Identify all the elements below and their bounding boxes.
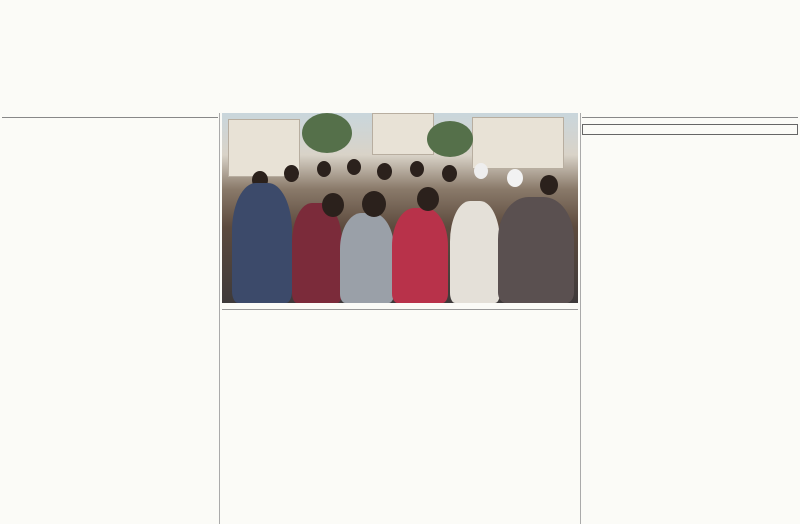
divider — [582, 117, 798, 118]
person-head — [322, 193, 344, 217]
photo-caption — [222, 306, 578, 310]
person-body — [498, 197, 574, 303]
person-body — [450, 201, 500, 303]
person-head — [284, 165, 299, 182]
person-body — [392, 208, 448, 303]
column-rule — [219, 113, 220, 524]
person-head — [377, 163, 392, 180]
person-head — [417, 187, 439, 211]
person-head — [410, 161, 424, 177]
boxed-text — [582, 124, 798, 135]
headline — [0, 0, 800, 112]
middle-column — [222, 113, 578, 524]
middle-subcolumn-2 — [403, 314, 578, 318]
building — [472, 117, 564, 169]
person-head — [347, 159, 361, 175]
person-head — [540, 175, 558, 195]
tree — [302, 113, 352, 153]
divider — [2, 117, 218, 118]
column-rule — [580, 113, 581, 524]
person-head — [317, 161, 331, 177]
right-column — [582, 113, 798, 524]
person-body — [340, 213, 394, 303]
news-photo — [222, 113, 578, 303]
person-body — [232, 183, 292, 303]
building — [372, 113, 434, 155]
person-head — [442, 165, 457, 182]
person-cap — [507, 169, 523, 187]
person-cap — [474, 163, 488, 179]
tree — [427, 121, 473, 157]
person-head — [362, 191, 386, 217]
middle-subcolumn-1 — [222, 314, 397, 318]
person-body — [292, 203, 342, 303]
left-column — [2, 113, 218, 524]
middle-text — [222, 314, 578, 318]
